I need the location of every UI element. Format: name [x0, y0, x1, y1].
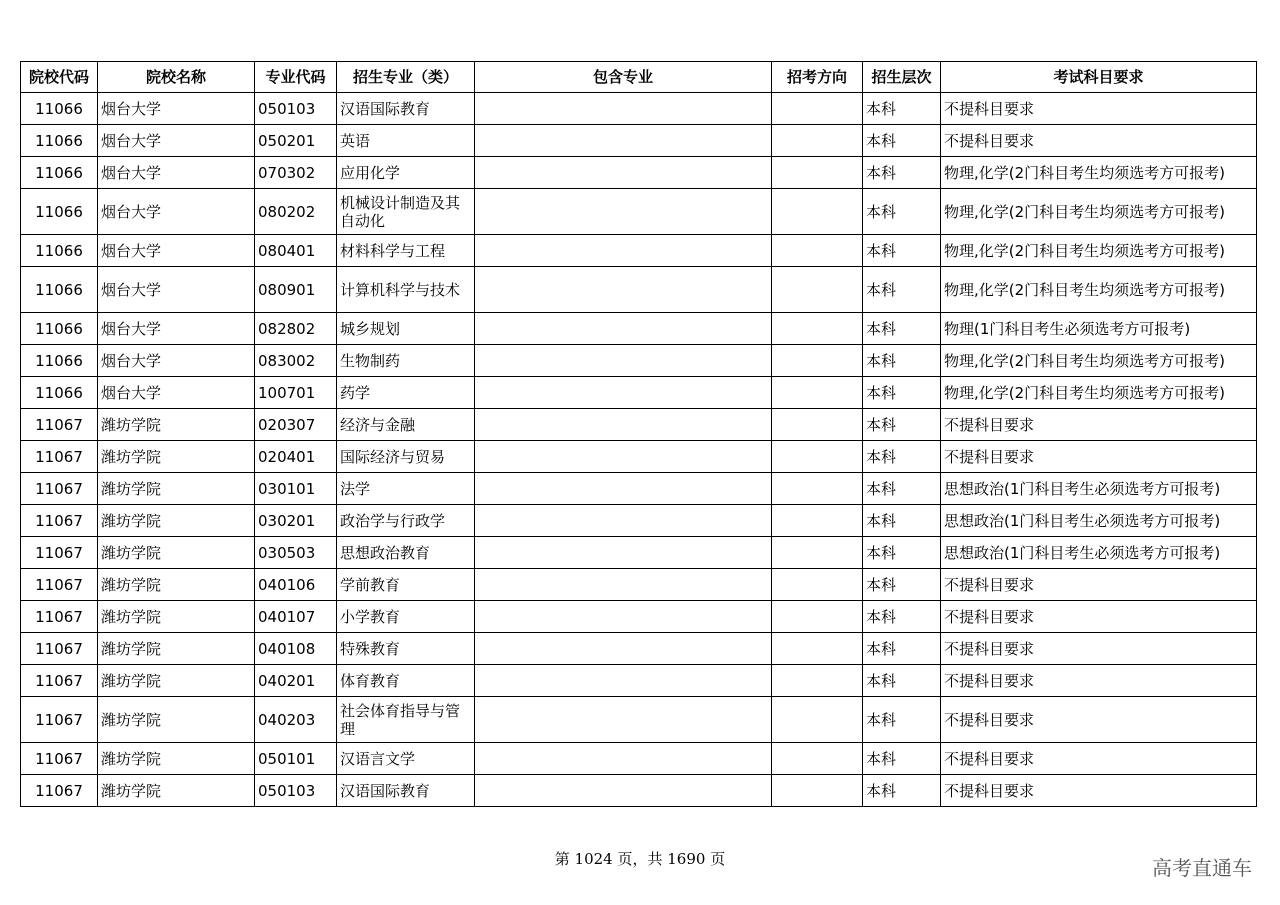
cell-included-majors [475, 235, 772, 267]
cell-direction [772, 93, 863, 125]
cell-major: 体育教育 [337, 665, 475, 697]
table-row [21, 125, 1257, 157]
cell-requirement: 不提科目要求 [941, 665, 1257, 697]
cell-requirement: 不提科目要求 [941, 569, 1257, 601]
cell-direction [772, 235, 863, 267]
cell-major-code: 040108 [255, 633, 337, 665]
cell-requirement: 不提科目要求 [941, 743, 1257, 775]
cell-requirement: 物理,化学(2门科目考生均须选考方可报考) [941, 157, 1257, 189]
cell-school-name: 烟台大学 [98, 235, 255, 267]
cell-school-name: 烟台大学 [98, 125, 255, 157]
cell-major-code: 080202 [255, 189, 337, 235]
cell-included-majors [475, 601, 772, 633]
cell-major-code: 030101 [255, 473, 337, 505]
cell-direction [772, 569, 863, 601]
cell-level: 本科 [863, 537, 941, 569]
header-level: 招生层次 [863, 62, 941, 93]
cell-school-code: 11067 [21, 743, 98, 775]
cell-major: 学前教育 [337, 569, 475, 601]
cell-major: 计算机科学与技术 [337, 267, 475, 313]
table-row [21, 189, 1257, 235]
cell-level: 本科 [863, 313, 941, 345]
cell-school-code: 11067 [21, 633, 98, 665]
cell-major: 药学 [337, 377, 475, 409]
cell-school-code: 11066 [21, 345, 98, 377]
cell-direction [772, 775, 863, 807]
cell-school-name: 潍坊学院 [98, 775, 255, 807]
cell-major-code: 050103 [255, 93, 337, 125]
cell-included-majors [475, 537, 772, 569]
cell-school-code: 11067 [21, 697, 98, 743]
cell-school-name: 潍坊学院 [98, 601, 255, 633]
table-row [21, 743, 1257, 775]
cell-requirement: 不提科目要求 [941, 633, 1257, 665]
cell-major: 小学教育 [337, 601, 475, 633]
cell-school-name: 潍坊学院 [98, 569, 255, 601]
cell-level: 本科 [863, 601, 941, 633]
header-direction: 招考方向 [772, 62, 863, 93]
cell-major: 材料科学与工程 [337, 235, 475, 267]
table-row [21, 665, 1257, 697]
cell-requirement: 不提科目要求 [941, 441, 1257, 473]
cell-direction [772, 377, 863, 409]
cell-school-code: 11066 [21, 93, 98, 125]
cell-school-name: 烟台大学 [98, 377, 255, 409]
cell-major-code: 040106 [255, 569, 337, 601]
cell-major: 应用化学 [337, 157, 475, 189]
cell-level: 本科 [863, 235, 941, 267]
cell-major: 汉语国际教育 [337, 93, 475, 125]
cell-school-name: 潍坊学院 [98, 537, 255, 569]
cell-direction [772, 473, 863, 505]
cell-included-majors [475, 569, 772, 601]
cell-major: 国际经济与贸易 [337, 441, 475, 473]
cell-requirement: 思想政治(1门科目考生必须选考方可报考) [941, 537, 1257, 569]
cell-direction [772, 441, 863, 473]
table-row [21, 505, 1257, 537]
table-row [21, 157, 1257, 189]
cell-requirement: 物理,化学(2门科目考生均须选考方可报考) [941, 189, 1257, 235]
cell-school-code: 11067 [21, 665, 98, 697]
cell-major: 汉语言文学 [337, 743, 475, 775]
cell-included-majors [475, 267, 772, 313]
cell-included-majors [475, 189, 772, 235]
cell-major-code: 083002 [255, 345, 337, 377]
cell-direction [772, 633, 863, 665]
cell-direction [772, 743, 863, 775]
header-school-code: 院校代码 [21, 62, 98, 93]
header-school-name: 院校名称 [98, 62, 255, 93]
cell-school-name: 潍坊学院 [98, 505, 255, 537]
table-row [21, 601, 1257, 633]
cell-major: 经济与金融 [337, 409, 475, 441]
cell-major-code: 050201 [255, 125, 337, 157]
cell-major-code: 100701 [255, 377, 337, 409]
cell-requirement: 物理,化学(2门科目考生均须选考方可报考) [941, 345, 1257, 377]
cell-included-majors [475, 665, 772, 697]
cell-school-name: 潍坊学院 [98, 441, 255, 473]
cell-school-code: 11067 [21, 601, 98, 633]
cell-major-code: 050103 [255, 775, 337, 807]
cell-included-majors [475, 409, 772, 441]
cell-school-name: 潍坊学院 [98, 633, 255, 665]
cell-level: 本科 [863, 125, 941, 157]
cell-school-code: 11066 [21, 313, 98, 345]
header-major: 招生专业（类） [337, 62, 475, 93]
cell-direction [772, 125, 863, 157]
header-requirement: 考试科目要求 [941, 62, 1257, 93]
cell-level: 本科 [863, 569, 941, 601]
cell-major: 社会体育指导与管理 [337, 697, 475, 743]
cell-major-code: 040203 [255, 697, 337, 743]
cell-major-code: 020307 [255, 409, 337, 441]
cell-major: 机械设计制造及其自动化 [337, 189, 475, 235]
cell-included-majors [475, 125, 772, 157]
table-row [21, 441, 1257, 473]
table-row [21, 93, 1257, 125]
cell-level: 本科 [863, 377, 941, 409]
table-body [21, 93, 1257, 807]
cell-included-majors [475, 345, 772, 377]
page-number: 第 1024 页，共 1690 页 [554, 850, 726, 868]
cell-requirement: 物理(1门科目考生必须选考方可报考) [941, 313, 1257, 345]
cell-major: 生物制药 [337, 345, 475, 377]
cell-direction [772, 601, 863, 633]
cell-direction [772, 157, 863, 189]
cell-requirement: 物理,化学(2门科目考生均须选考方可报考) [941, 377, 1257, 409]
cell-school-code: 11066 [21, 267, 98, 313]
cell-level: 本科 [863, 409, 941, 441]
cell-requirement: 不提科目要求 [941, 93, 1257, 125]
cell-direction [772, 665, 863, 697]
cell-level: 本科 [863, 345, 941, 377]
cell-requirement: 不提科目要求 [941, 775, 1257, 807]
cell-school-name: 烟台大学 [98, 189, 255, 235]
cell-level: 本科 [863, 505, 941, 537]
cell-school-name: 烟台大学 [98, 267, 255, 313]
cell-requirement: 不提科目要求 [941, 409, 1257, 441]
cell-school-name: 潍坊学院 [98, 409, 255, 441]
cell-included-majors [475, 157, 772, 189]
cell-direction [772, 313, 863, 345]
cell-included-majors [475, 313, 772, 345]
cell-school-code: 11066 [21, 189, 98, 235]
cell-school-code: 11067 [21, 505, 98, 537]
cell-major: 思想政治教育 [337, 537, 475, 569]
cell-direction [772, 409, 863, 441]
cell-level: 本科 [863, 157, 941, 189]
cell-level: 本科 [863, 633, 941, 665]
table-row [21, 267, 1257, 313]
cell-major-code: 020401 [255, 441, 337, 473]
cell-major-code: 040201 [255, 665, 337, 697]
cell-requirement: 不提科目要求 [941, 125, 1257, 157]
cell-school-name: 烟台大学 [98, 345, 255, 377]
cell-included-majors [475, 93, 772, 125]
cell-included-majors [475, 505, 772, 537]
cell-requirement: 不提科目要求 [941, 601, 1257, 633]
table-row [21, 569, 1257, 601]
cell-major: 城乡规划 [337, 313, 475, 345]
cell-level: 本科 [863, 441, 941, 473]
table-row [21, 235, 1257, 267]
table-row [21, 313, 1257, 345]
cell-direction [772, 537, 863, 569]
cell-major-code: 050101 [255, 743, 337, 775]
cell-school-name: 潍坊学院 [98, 743, 255, 775]
cell-requirement: 思想政治(1门科目考生必须选考方可报考) [941, 473, 1257, 505]
cell-school-code: 11066 [21, 125, 98, 157]
cell-school-name: 潍坊学院 [98, 473, 255, 505]
cell-level: 本科 [863, 189, 941, 235]
cell-direction [772, 505, 863, 537]
cell-requirement: 物理,化学(2门科目考生均须选考方可报考) [941, 267, 1257, 313]
cell-school-code: 11067 [21, 409, 98, 441]
cell-major: 英语 [337, 125, 475, 157]
table-row [21, 377, 1257, 409]
cell-school-code: 11067 [21, 441, 98, 473]
header-major-code: 专业代码 [255, 62, 337, 93]
cell-major: 特殊教育 [337, 633, 475, 665]
cell-included-majors [475, 377, 772, 409]
cell-level: 本科 [863, 775, 941, 807]
cell-major-code: 080901 [255, 267, 337, 313]
cell-major: 汉语国际教育 [337, 775, 475, 807]
cell-included-majors [475, 473, 772, 505]
cell-included-majors [475, 697, 772, 743]
cell-level: 本科 [863, 93, 941, 125]
cell-included-majors [475, 775, 772, 807]
header-row [21, 62, 1257, 93]
cell-major: 法学 [337, 473, 475, 505]
cell-level: 本科 [863, 665, 941, 697]
cell-school-name: 潍坊学院 [98, 697, 255, 743]
cell-included-majors [475, 633, 772, 665]
table-row [21, 409, 1257, 441]
cell-major: 政治学与行政学 [337, 505, 475, 537]
cell-school-name: 潍坊学院 [98, 665, 255, 697]
table-row [21, 473, 1257, 505]
header-included-majors: 包含专业 [475, 62, 772, 93]
cell-level: 本科 [863, 697, 941, 743]
cell-school-name: 烟台大学 [98, 93, 255, 125]
cell-school-code: 11066 [21, 157, 98, 189]
cell-level: 本科 [863, 267, 941, 313]
cell-major-code: 080401 [255, 235, 337, 267]
watermark: 高考直通车 [1152, 856, 1252, 880]
cell-school-code: 11067 [21, 569, 98, 601]
table-row [21, 537, 1257, 569]
cell-direction [772, 697, 863, 743]
cell-school-code: 11067 [21, 775, 98, 807]
cell-school-code: 11066 [21, 377, 98, 409]
cell-direction [772, 267, 863, 313]
cell-requirement: 物理,化学(2门科目考生均须选考方可报考) [941, 235, 1257, 267]
cell-school-code: 11067 [21, 537, 98, 569]
cell-included-majors [475, 441, 772, 473]
cell-direction [772, 189, 863, 235]
cell-school-name: 烟台大学 [98, 157, 255, 189]
cell-direction [772, 345, 863, 377]
admission-table [20, 61, 1257, 807]
cell-major-code: 070302 [255, 157, 337, 189]
cell-level: 本科 [863, 743, 941, 775]
cell-major-code: 030503 [255, 537, 337, 569]
cell-school-name: 烟台大学 [98, 313, 255, 345]
cell-major-code: 030201 [255, 505, 337, 537]
table-row [21, 633, 1257, 665]
cell-major-code: 082802 [255, 313, 337, 345]
cell-school-code: 11066 [21, 235, 98, 267]
cell-requirement: 不提科目要求 [941, 697, 1257, 743]
table-row [21, 345, 1257, 377]
table-row [21, 697, 1257, 743]
cell-major-code: 040107 [255, 601, 337, 633]
cell-requirement: 思想政治(1门科目考生必须选考方可报考) [941, 505, 1257, 537]
cell-level: 本科 [863, 473, 941, 505]
cell-included-majors [475, 743, 772, 775]
table-row [21, 775, 1257, 807]
cell-school-code: 11067 [21, 473, 98, 505]
